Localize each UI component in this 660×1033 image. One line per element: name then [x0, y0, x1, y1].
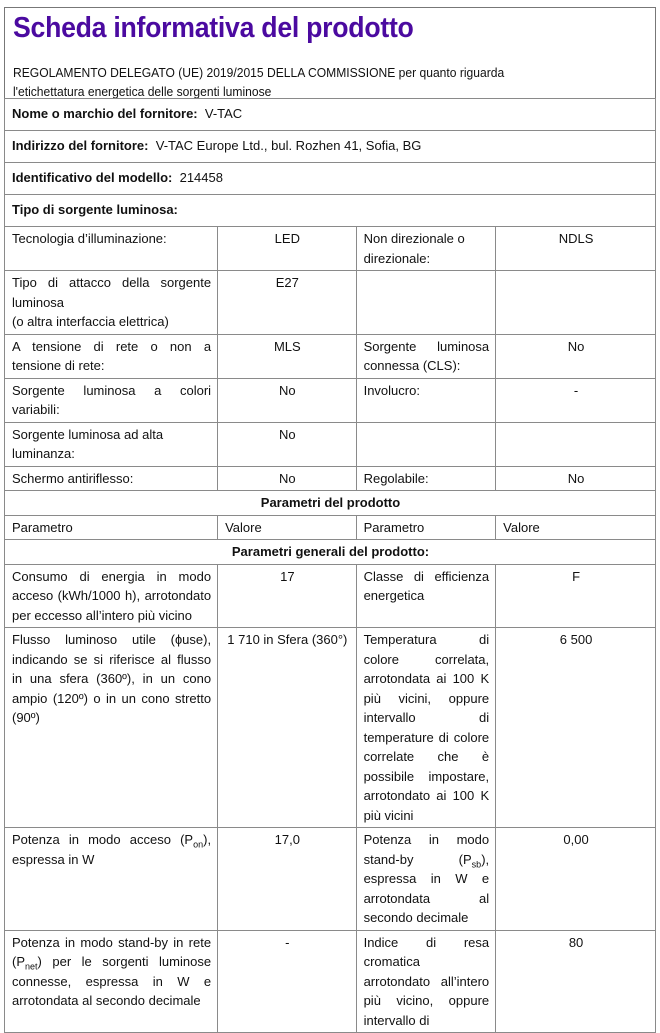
supplier-name-label: Nome o marchio del fornitore: [12, 106, 198, 121]
subscript: on [193, 839, 204, 850]
table-row [5, 271, 656, 335]
cap-type-note: (o altra interfaccia elettrica) [12, 314, 169, 329]
param-label: Flusso luminoso utile (ɸuse), indicando se si riferisce al flusso in una sfera (360º), in un cono ampio (120º) o in un cono stretto (90º) [5, 628, 218, 828]
column-header-parameter: Parametro [356, 515, 496, 540]
param-label: Sorgente luminosa connessa (CLS): [356, 334, 496, 378]
general-parameters-heading-row [5, 540, 656, 565]
label-text: ), espressa in W e arrotondata al secondo decimale [363, 851, 490, 925]
param-label: Indice di resa cromatica arrotondato all’intero più vicino, oppure intervallo di [356, 930, 496, 1033]
column-header-row [5, 515, 656, 540]
param-value: 6 500 [496, 628, 656, 828]
table-row [5, 628, 656, 828]
param-value: NDLS [496, 227, 656, 271]
param-label [356, 422, 496, 466]
param-value: 0,00 [496, 828, 656, 931]
param-label: Regolabile: [356, 466, 496, 491]
param-label: Temperatura di colore correlata, arrotondata ai 100 K più vicini, oppure intervallo di temperature di colore correlate che è possibile impostare, arrotondato ai 100 K più vicini [356, 628, 496, 828]
param-value: F [496, 564, 656, 628]
param-label: Sorgente luminosa ad alta luminanza: [5, 422, 218, 466]
param-value: No [496, 334, 656, 378]
table-row [5, 334, 656, 378]
param-label: Consumo di energia in modo acceso (kWh/1000 h), arrotondato per eccesso all’intero più vicino [5, 564, 218, 628]
param-label: Tecnologia d’illuminazione: [5, 227, 218, 271]
param-value: E27 [218, 271, 357, 335]
light-source-type-label: Tipo di sorgente luminosa: [12, 202, 178, 217]
model-identifier-label: Identificativo del modello: [12, 170, 173, 185]
param-label: Non direzionale o direzionale: [356, 227, 496, 271]
product-info-table [4, 98, 656, 1033]
label-text: Potenza in modo acceso (P [12, 832, 194, 847]
param-label [5, 930, 218, 1033]
param-label: Schermo antiriflesso: [5, 466, 218, 491]
param-value: No [218, 466, 357, 491]
param-label: Sorgente luminosa a colori variabili: [5, 378, 218, 422]
regulation-subtitle [13, 63, 653, 101]
param-label: Involucro: [356, 378, 496, 422]
section-heading: Parametri del prodotto [5, 491, 656, 516]
label-text: Potenza in modo stand-by in rete (P [12, 934, 212, 969]
table-row [5, 422, 656, 466]
light-source-type-row [5, 195, 656, 227]
cap-type-label: Tipo di attacco della sorgente luminosa [12, 275, 212, 310]
column-header-value: Valore [496, 515, 656, 540]
table-row [5, 930, 656, 1033]
supplier-name-value: V-TAC [204, 106, 243, 121]
label-text: ) per le sorgenti luminose connesse, espressa in W e arrotondata al secondo decimale [12, 954, 212, 1008]
param-value: 17 [218, 564, 357, 628]
table-row [5, 378, 656, 422]
subtitle-line-2: l'etichettatura energetica delle sorgenti luminose [13, 84, 272, 99]
param-value: 17,0 [218, 828, 357, 931]
column-header-value: Valore [218, 515, 357, 540]
param-value: No [218, 422, 357, 466]
param-value: 1 710 in Sfera (360°) [218, 628, 357, 828]
param-value: - [496, 378, 656, 422]
supplier-address-label: Indirizzo del fornitore: [12, 138, 149, 153]
subscript: sb [471, 859, 482, 870]
param-label [5, 271, 218, 335]
param-label: A tensione di rete o non a tensione di rete: [5, 334, 218, 378]
column-header-parameter: Parametro [5, 515, 218, 540]
supplier-name-row [5, 99, 656, 131]
param-value: No [496, 466, 656, 491]
supplier-address-value: V-TAC Europe Ltd., bul. Rozhen 41, Sofia, BG [155, 138, 422, 153]
param-label [356, 271, 496, 335]
table-row [5, 828, 656, 931]
supplier-address-row [5, 131, 656, 163]
section-heading: Parametri generali del prodotto: [5, 540, 656, 565]
table-row [5, 564, 656, 628]
table-row [5, 227, 656, 271]
label-text: ), espressa in W [12, 832, 212, 867]
param-label: Classe di efficienza energetica [356, 564, 496, 628]
subtitle-line-1: REGOLAMENTO DELEGATO (UE) 2019/2015 DELLA COMMISSIONE per quanto riguarda [13, 65, 505, 80]
param-value: 80 [496, 930, 656, 1033]
param-value [496, 271, 656, 335]
param-label [356, 828, 496, 931]
param-value: LED [218, 227, 357, 271]
product-parameters-heading-row [5, 491, 656, 516]
table-row [5, 466, 656, 491]
param-value: MLS [218, 334, 357, 378]
model-identifier-row [5, 163, 656, 195]
model-identifier-value: 214458 [179, 170, 223, 185]
param-label [5, 828, 218, 931]
param-value [496, 422, 656, 466]
label-text: Potenza in modo stand-by (P [363, 832, 490, 867]
param-value: No [218, 378, 357, 422]
param-value: - [218, 930, 357, 1033]
page-title: Scheda informativa del prodotto [13, 12, 414, 44]
subscript: net [25, 961, 38, 972]
